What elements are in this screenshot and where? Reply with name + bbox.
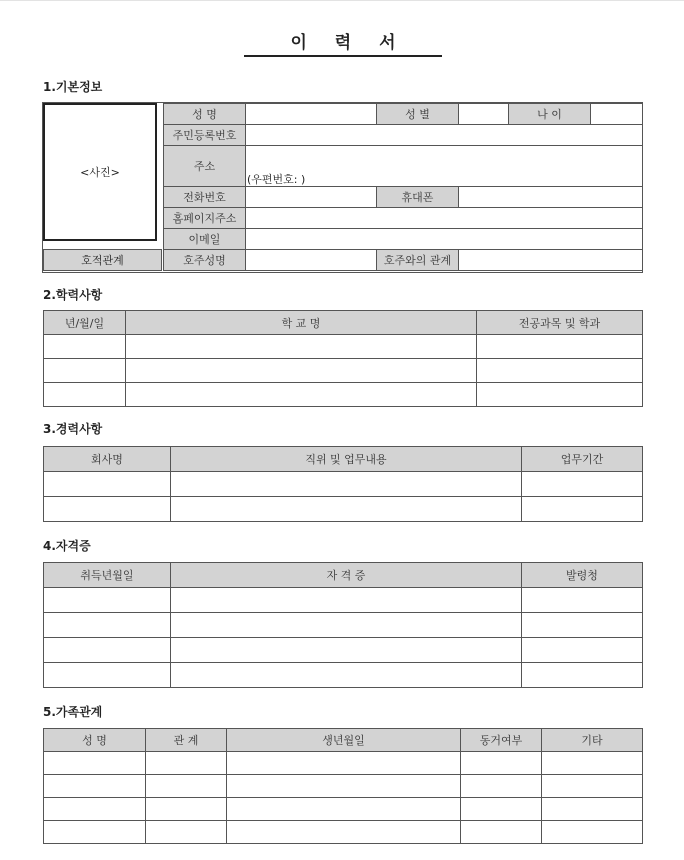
photo-label: <사진>	[80, 166, 120, 179]
head-relation-field[interactable]	[459, 250, 643, 271]
table-row	[44, 821, 643, 844]
table-cell[interactable]	[44, 821, 146, 844]
table-cell[interactable]	[461, 752, 542, 775]
table-cell[interactable]	[542, 752, 643, 775]
age-field[interactable]	[591, 104, 643, 125]
table-cell[interactable]	[522, 497, 643, 522]
mobile-label: 휴대폰	[377, 187, 459, 208]
family-header-etc: 기타	[542, 729, 643, 752]
table-row	[44, 775, 643, 798]
education-header-date: 년/월/일	[44, 311, 126, 335]
table-cell[interactable]	[44, 497, 171, 522]
page-title: 이 력 서	[290, 33, 407, 53]
table-row	[44, 613, 643, 638]
table-cell[interactable]	[477, 359, 643, 383]
section-basic-title: 1.기본정보	[43, 80, 103, 94]
table-cell[interactable]	[44, 663, 171, 688]
mobile-field[interactable]	[459, 187, 643, 208]
license-table	[43, 562, 643, 688]
table-row	[44, 335, 643, 359]
zip-code-text: (우편번호: )	[247, 173, 306, 186]
education-header-major: 전공과목 및 학과	[477, 311, 643, 335]
table-row	[44, 472, 643, 497]
section-career-title: 3.경력사항	[43, 422, 103, 436]
phone-field[interactable]	[246, 187, 377, 208]
table-cell[interactable]	[227, 798, 461, 821]
table-cell[interactable]	[477, 335, 643, 359]
table-cell[interactable]	[227, 821, 461, 844]
table-cell[interactable]	[44, 359, 126, 383]
table-cell[interactable]	[461, 821, 542, 844]
head-name-field[interactable]	[246, 250, 377, 271]
table-cell[interactable]	[227, 775, 461, 798]
table-cell[interactable]	[44, 638, 171, 663]
table-cell[interactable]	[44, 752, 146, 775]
table-row	[44, 383, 643, 407]
table-cell[interactable]	[44, 472, 171, 497]
head-name-label: 호주성명	[164, 250, 246, 271]
name-field[interactable]	[246, 104, 377, 125]
family-header-birth: 생년월일	[227, 729, 461, 752]
table-cell[interactable]	[171, 588, 522, 613]
name-label: 성 명	[164, 104, 246, 125]
basic-info-table	[163, 103, 643, 271]
title-underline	[244, 55, 442, 57]
table-cell[interactable]	[227, 752, 461, 775]
table-cell[interactable]	[146, 821, 227, 844]
table-cell[interactable]	[542, 821, 643, 844]
family-header-cohabit: 동거여부	[461, 729, 542, 752]
table-cell[interactable]	[542, 775, 643, 798]
career-header-period: 업무기간	[522, 447, 643, 472]
table-cell[interactable]	[522, 472, 643, 497]
resident-id-label: 주민등록번호	[164, 125, 246, 146]
license-header-issuer: 발령청	[522, 563, 643, 588]
career-header-company: 회사명	[44, 447, 171, 472]
email-label: 이메일	[164, 229, 246, 250]
table-cell[interactable]	[542, 798, 643, 821]
homepage-field[interactable]	[246, 208, 643, 229]
section-education-title: 2.학력사항	[43, 288, 103, 302]
table-cell[interactable]	[522, 588, 643, 613]
gender-field[interactable]	[459, 104, 509, 125]
career-table	[43, 446, 643, 522]
table-cell[interactable]	[171, 497, 522, 522]
head-relation-label: 호주와의 관계	[377, 250, 459, 271]
table-cell[interactable]	[126, 359, 477, 383]
table-cell[interactable]	[146, 798, 227, 821]
table-cell[interactable]	[146, 752, 227, 775]
table-cell[interactable]	[171, 613, 522, 638]
age-label: 나 이	[509, 104, 591, 125]
license-header-name: 자 격 증	[171, 563, 522, 588]
table-cell[interactable]	[522, 638, 643, 663]
career-header-position: 직위 및 업무내용	[171, 447, 522, 472]
resident-id-field[interactable]	[246, 125, 643, 146]
gender-label: 성 별	[377, 104, 459, 125]
top-border	[0, 0, 684, 1]
phone-label: 전화번호	[164, 187, 246, 208]
table-cell[interactable]	[171, 472, 522, 497]
table-row	[44, 497, 643, 522]
table-cell[interactable]	[522, 613, 643, 638]
table-cell[interactable]	[44, 798, 146, 821]
table-cell[interactable]	[461, 775, 542, 798]
photo-box[interactable]	[43, 103, 157, 241]
family-header-relation: 관 계	[146, 729, 227, 752]
homepage-label: 홈페이지주소	[164, 208, 246, 229]
table-cell[interactable]	[126, 383, 477, 407]
address-label: 주소	[164, 146, 246, 187]
table-cell[interactable]	[522, 663, 643, 688]
table-cell[interactable]	[44, 335, 126, 359]
table-cell[interactable]	[44, 588, 171, 613]
table-cell[interactable]	[126, 335, 477, 359]
table-cell[interactable]	[171, 638, 522, 663]
table-row	[44, 588, 643, 613]
table-row	[44, 638, 643, 663]
family-table	[43, 728, 643, 844]
table-cell[interactable]	[44, 775, 146, 798]
table-cell[interactable]	[477, 383, 643, 407]
email-field[interactable]	[246, 229, 643, 250]
section-license-title: 4.자격증	[43, 539, 91, 553]
family-relation-label: 호적관계	[43, 249, 162, 271]
table-cell[interactable]	[461, 798, 542, 821]
license-header-date: 취득년월일	[44, 563, 171, 588]
education-table	[43, 310, 643, 407]
table-cell[interactable]	[44, 613, 171, 638]
table-row	[44, 359, 643, 383]
family-header-name: 성 명	[44, 729, 146, 752]
table-cell[interactable]	[44, 383, 126, 407]
table-cell[interactable]	[146, 775, 227, 798]
table-row	[44, 798, 643, 821]
table-row	[44, 663, 643, 688]
table-cell[interactable]	[171, 663, 522, 688]
table-row	[44, 752, 643, 775]
section-family-title: 5.가족관계	[43, 705, 103, 719]
education-header-school: 학 교 명	[126, 311, 477, 335]
